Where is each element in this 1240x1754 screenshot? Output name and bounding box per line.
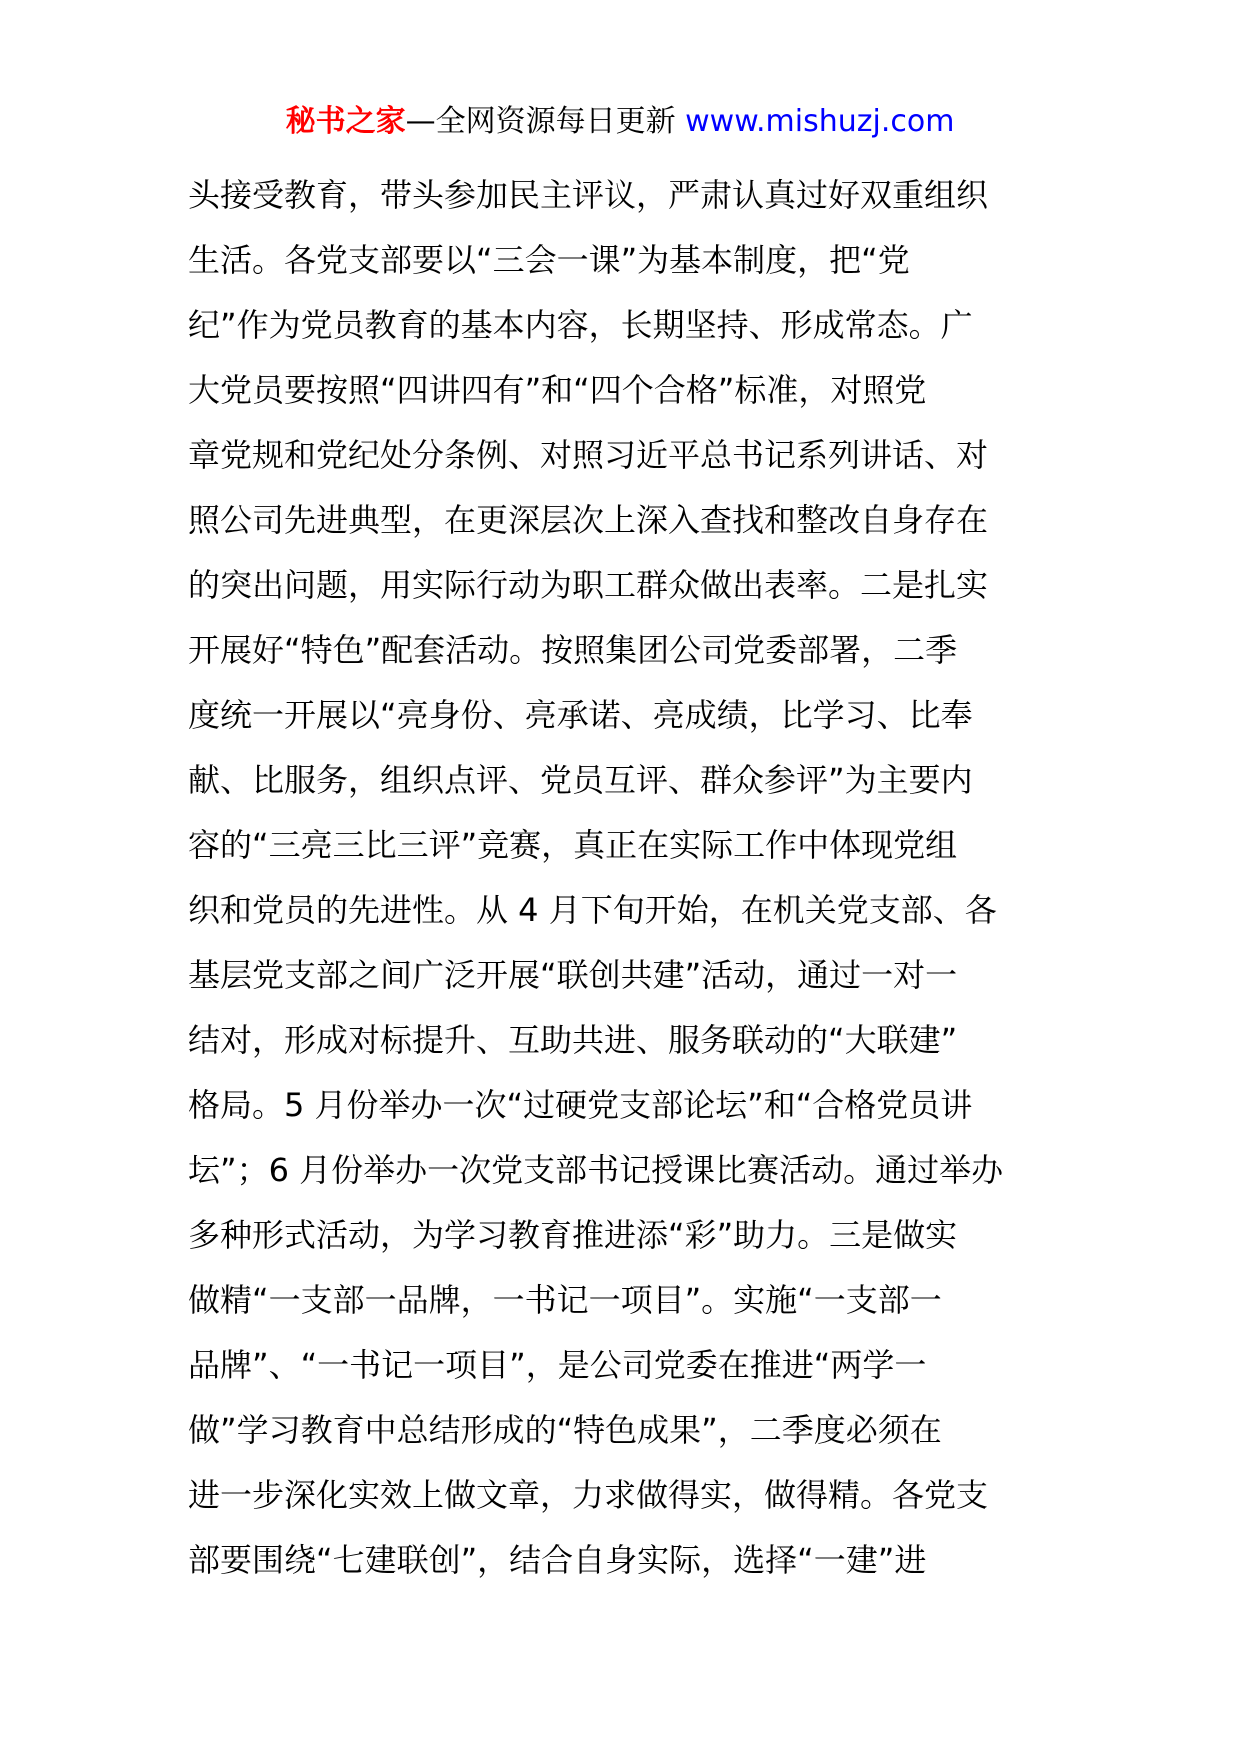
text-line: 格局。5 月份举办一次“过硬党支部论坛”和“合格党员讲 [188, 1086, 973, 1124]
text-line: 照公司先进典型，在更深层次上深入查找和整改自身存在 [188, 501, 989, 539]
text-line: 多种形式活动，为学习教育推进添“彩”助力。三是做实 [188, 1216, 958, 1254]
text-line: 开展好“特色”配套活动。按照集团公司党委部署，二季 [188, 631, 958, 669]
text-line: 品牌”、“一书记一项目”，是公司党委在推进“两学一 [188, 1346, 927, 1384]
site-url-link[interactable]: www.mishuzj.com [685, 104, 955, 139]
text-line: 织和党员的先进性。从 4 月下旬开始，在机关党支部、各 [188, 891, 997, 929]
text-line: 坛”；6 月份举办一次党支部书记授课比赛活动。通过举办 [188, 1151, 1004, 1189]
text-line: 基层党支部之间广泛开展“联创共建”活动，通过一对一 [188, 956, 958, 994]
text-line: 纪”作为党员教育的基本内容，长期坚持、形成常态。广 [188, 306, 973, 344]
text-line: 献、比服务，组织点评、党员互评、群众参评”为主要内 [188, 761, 973, 799]
text-line: 度统一开展以“亮身份、亮承诺、亮成绩，比学习、比奉 [188, 696, 973, 734]
text-line: 部要围绕“七建联创”，结合自身实际，选择“一建”进 [188, 1541, 927, 1579]
text-line: 容的“三亮三比三评”竞赛，真正在实际工作中体现党组 [188, 826, 958, 864]
header-tagline: —全网资源每日更新 [405, 104, 686, 139]
text-line: 做精“一支部一品牌，一书记一项目”。实施“一支部一 [188, 1281, 942, 1319]
text-line: 大党员要按照“四讲四有”和“四个合格”标准，对照党 [188, 371, 927, 409]
brand-name: 秘书之家 [285, 104, 406, 139]
text-line: 章党规和党纪处分条例、对照习近平总书记系列讲话、对 [188, 436, 989, 474]
text-line: 做”学习教育中总结形成的“特色成果”，二季度必须在 [188, 1411, 942, 1449]
text-line: 头接受教育，带头参加民主评议，严肃认真过好双重组织 [188, 176, 989, 214]
body-text [188, 163, 1058, 1593]
page-header [0, 100, 1240, 144]
text-line: 生活。各党支部要以“三会一课”为基本制度，把“党 [188, 241, 910, 279]
text-line: 的突出问题，用实际行动为职工群众做出表率。二是扎实 [188, 566, 989, 604]
text-line: 结对，形成对标提升、互助共进、服务联动的“大联建” [188, 1021, 958, 1059]
text-line: 进一步深化实效上做文章，力求做得实，做得精。各党支 [188, 1476, 989, 1514]
